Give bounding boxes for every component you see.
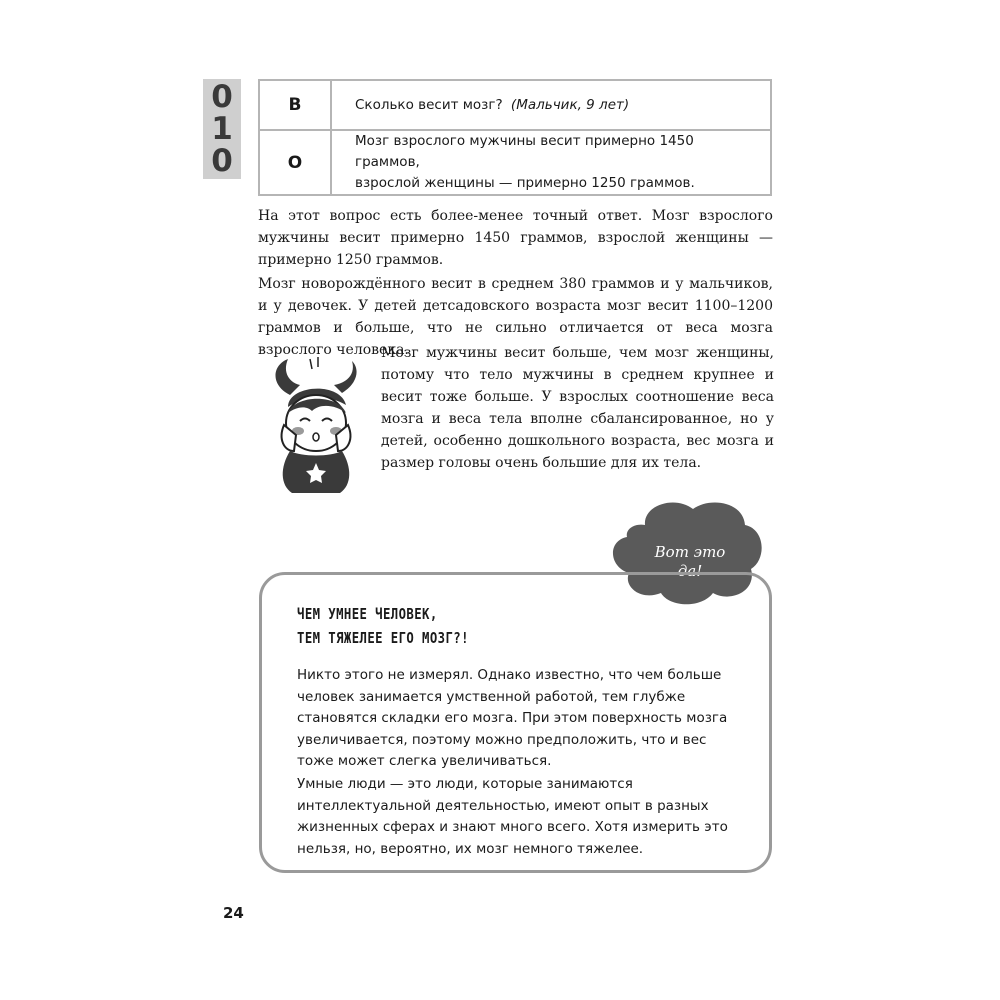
question-number-digit: 1 [211,111,233,147]
question-number [203,79,241,179]
question-answer-table [258,79,772,196]
bubble-line-2: да! [677,562,703,580]
question-cell [331,80,771,130]
info-box-title [297,602,469,650]
girl-illustration [260,355,370,495]
bubble-line-1: Вот это [654,543,726,561]
question-number-digit: 0 [211,143,233,179]
answer-letter: О [259,130,331,195]
body-paragraph-3: Мозг мужчины весит больше, чем мозг женщины, потому что тело мужчины в среднем крупнее и весит тоже больше. У взрослых соотношение веса мозга и веса тела вполне сбалансированное, но у детей, особенно дошкольного возраста, вес мозга и размер головы очень большие для их тела. [381,345,774,471]
question-author: (Мальчик, 9 лет) [510,96,630,113]
question-number-digit: 0 [211,79,233,115]
body-paragraph-2: Мозг новорождённого весит в среднем 380 граммов и у мальчиков, и у девочек. У детей детсадовского возраста мозг весит 1100–1200 граммов и больше, что не сильно отличается от веса мозга взрослого человека. [258,276,773,358]
body-paragraph-1: На этот вопрос есть более-менее точный ответ. Мозг взрослого мужчины весит примерно 1450 граммов, взрослой женщины — примерно 1250 граммов. [258,208,773,268]
answer-cell [331,130,771,195]
question-row [259,80,771,130]
info-box-paragraph-1: Никто этого не измерял. Однако известно, что чем больше человек занимается умственной работой, тем глубже становятся складки его мозга. При этом поверхность мозга увеличивается, поэтому можно предположить, что и вес тоже может слегка увеличиваться. [297,667,728,769]
answer-line-2: взрослой женщины — примерно 1250 граммов. [355,175,695,191]
info-box-paragraph-2: Умные люди — это люди, которые занимаются интеллектуальной деятельностью, имеют опыт в разных жизненных сферах и знают много всего. Хотя измерить это нельзя, но, вероятно, их мозг немного тяжелее. [297,776,728,857]
answer-row [259,130,771,195]
info-box-title-line-1: ЧЕМ УМНЕЕ ЧЕЛОВЕК, [297,605,438,623]
info-box-title-line-2: ТЕМ ТЯЖЕЛЕЕ ЕГО МОЗГ?! [297,629,469,647]
question-letter: В [259,80,331,130]
question-text: Сколько весит мозг? [355,96,503,113]
page-number: 24 [223,904,244,922]
answer-line-1: Мозг взрослого мужчины весит примерно 1450 граммов, [355,133,694,170]
